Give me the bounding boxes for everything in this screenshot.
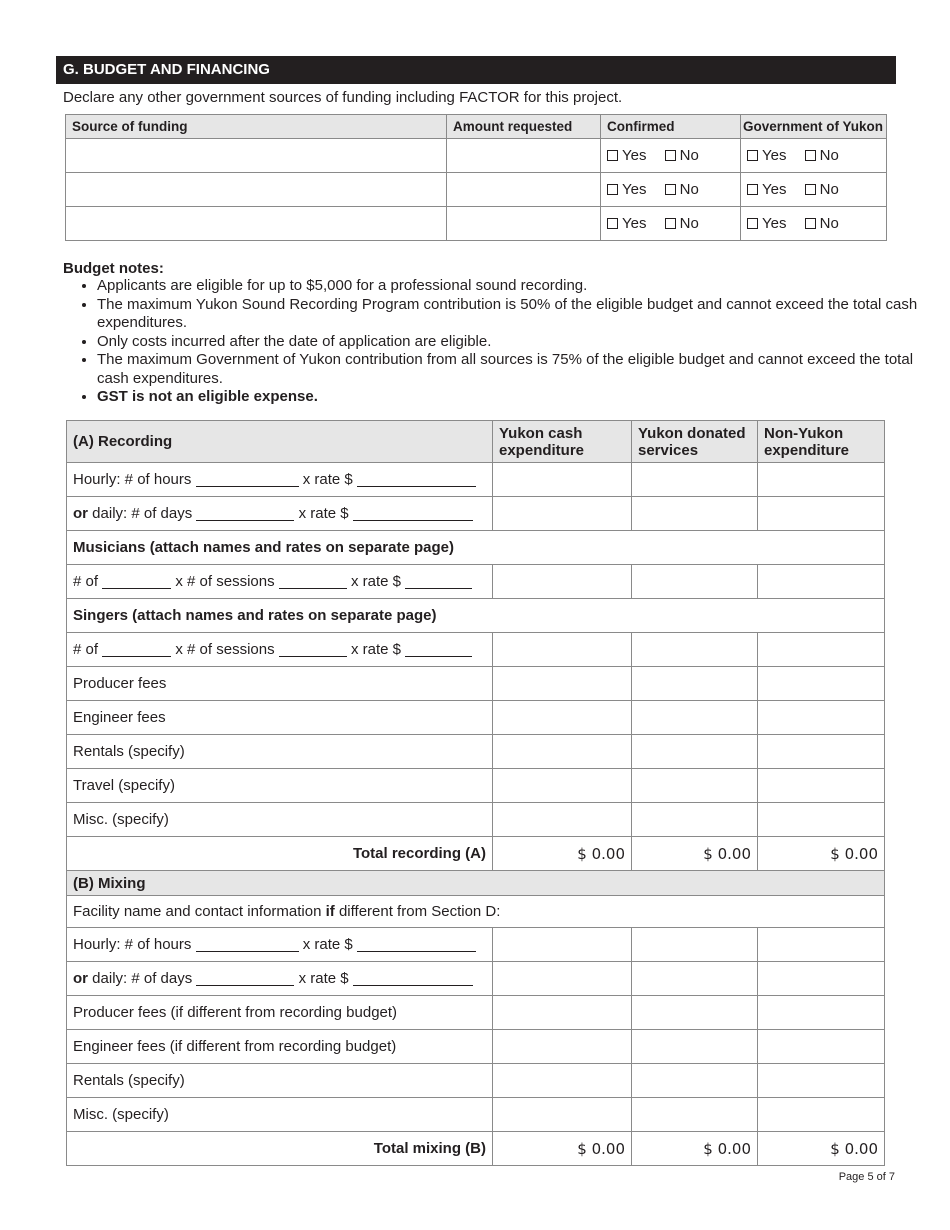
amount-cell[interactable] <box>632 1098 758 1132</box>
amount-cell[interactable] <box>632 667 758 701</box>
row-label: Engineer fees (if different from recording budget) <box>67 1030 493 1064</box>
amount-cell[interactable] <box>758 565 885 599</box>
amount-cell[interactable] <box>632 701 758 735</box>
checkbox-icon[interactable] <box>805 184 816 195</box>
funding-row <box>66 173 887 207</box>
amount-cell[interactable] <box>758 463 885 497</box>
yukon-options <box>741 173 887 207</box>
yukon-options <box>741 139 887 173</box>
amount-cell[interactable] <box>493 962 632 996</box>
yukon-options <box>741 207 887 241</box>
total-value: $ 0.00 <box>758 1132 885 1166</box>
amount-cell[interactable] <box>758 1098 885 1132</box>
table-row <box>67 803 885 837</box>
checkbox-icon[interactable] <box>747 184 758 195</box>
amount-cell[interactable] <box>493 803 632 837</box>
amount-cell[interactable] <box>493 928 632 962</box>
amount-cell[interactable] <box>758 962 885 996</box>
total-value: $ 0.00 <box>493 837 632 871</box>
confirmed-no-option[interactable]: No <box>665 147 699 164</box>
budget-notes-list <box>63 277 927 407</box>
amount-cell[interactable] <box>493 735 632 769</box>
col-amount-requested: Amount requested <box>447 115 601 139</box>
amount-cell[interactable] <box>758 769 885 803</box>
musicians-sessions-label: # of x # of sessions x rate $ <box>67 565 493 599</box>
checkbox-icon[interactable] <box>747 218 758 229</box>
amount-cell[interactable] <box>493 1030 632 1064</box>
amount-cell[interactable] <box>632 962 758 996</box>
table-row <box>67 701 885 735</box>
amount-cell[interactable] <box>632 565 758 599</box>
yukon-no-option[interactable]: No <box>805 147 839 164</box>
amount-cell[interactable] <box>758 1030 885 1064</box>
section-title: G. BUDGET AND FINANCING <box>56 56 896 84</box>
amount-cell[interactable] <box>758 735 885 769</box>
budget-table <box>66 420 885 1166</box>
rate-field[interactable] <box>357 472 476 487</box>
amount-cell[interactable] <box>632 497 758 531</box>
mixing-section-title: (B) Mixing <box>67 871 885 896</box>
amount-cell[interactable] <box>493 633 632 667</box>
recording-daily-label: or daily: # of days x rate $ <box>67 497 493 531</box>
amount-cell[interactable] <box>493 463 632 497</box>
rate-field[interactable] <box>353 506 473 521</box>
singers-heading: Singers (attach names and rates on separate page) <box>67 599 885 633</box>
table-row <box>67 928 885 962</box>
checkbox-icon[interactable] <box>665 184 676 195</box>
funding-row <box>66 207 887 241</box>
total-value: $ 0.00 <box>493 1132 632 1166</box>
total-mixing-label: Total mixing (B) <box>67 1132 493 1166</box>
table-row <box>67 497 885 531</box>
recording-hourly-label: Hourly: # of hours x rate $ <box>67 463 493 497</box>
table-row <box>67 463 885 497</box>
row-label: Misc. (specify) <box>67 803 493 837</box>
total-recording-label: Total recording (A) <box>67 837 493 871</box>
checkbox-icon[interactable] <box>665 218 676 229</box>
row-label: Travel (specify) <box>67 769 493 803</box>
amount-cell[interactable] <box>632 633 758 667</box>
source-of-funding-field[interactable] <box>66 207 447 241</box>
amount-cell[interactable] <box>493 769 632 803</box>
confirmed-yes-option[interactable]: Yes <box>607 147 646 164</box>
row-label: Producer fees <box>67 667 493 701</box>
table-row <box>67 769 885 803</box>
confirmed-options <box>601 207 741 241</box>
row-label: Rentals (specify) <box>67 735 493 769</box>
amount-cell[interactable] <box>632 1064 758 1098</box>
yukon-yes-option[interactable]: Yes <box>747 181 786 198</box>
amount-cell[interactable] <box>758 1064 885 1098</box>
checkbox-icon[interactable] <box>665 150 676 161</box>
page-number: Page 5 of 7 <box>838 1171 895 1183</box>
confirmed-options <box>601 173 741 207</box>
funding-row <box>66 139 887 173</box>
confirmed-no-option[interactable]: No <box>665 181 699 198</box>
total-row <box>67 837 885 871</box>
amount-requested-field[interactable] <box>447 139 601 173</box>
table-row <box>67 667 885 701</box>
yukon-yes-option[interactable]: Yes <box>747 147 786 164</box>
col-non-yukon: Non-Yukon expenditure <box>758 421 885 463</box>
funding-table <box>65 114 887 241</box>
table-row <box>67 996 885 1030</box>
budget-note: • The maximum Government of Yukon contribution from all sources is 75% of the eligible budget and cannot exceed the total cash expenditures. <box>97 351 927 388</box>
amount-cell[interactable] <box>493 1064 632 1098</box>
amount-cell[interactable] <box>632 803 758 837</box>
amount-cell[interactable] <box>632 463 758 497</box>
yukon-no-option[interactable]: No <box>805 181 839 198</box>
rate-field[interactable] <box>405 574 472 589</box>
total-value: $ 0.00 <box>632 1132 758 1166</box>
count-field[interactable] <box>102 574 171 589</box>
sessions-field[interactable] <box>279 642 347 657</box>
amount-cell[interactable] <box>493 667 632 701</box>
table-row <box>67 735 885 769</box>
amount-cell[interactable] <box>758 803 885 837</box>
budget-note: • Only costs incurred after the date of application are eligible. <box>97 333 927 352</box>
amount-cell[interactable] <box>632 769 758 803</box>
mixing-daily-label: or daily: # of days x rate $ <box>67 962 493 996</box>
table-row <box>67 1064 885 1098</box>
source-of-funding-field[interactable] <box>66 139 447 173</box>
row-label: Producer fees (if different from recording budget) <box>67 996 493 1030</box>
amount-cell[interactable] <box>632 928 758 962</box>
hours-field[interactable] <box>196 472 299 487</box>
funding-intro: Declare any other government sources of funding including FACTOR for this project. <box>63 89 623 106</box>
amount-requested-field[interactable] <box>447 173 601 207</box>
amount-cell[interactable] <box>758 633 885 667</box>
singers-sessions-label: # of x # of sessions x rate $ <box>67 633 493 667</box>
yukon-no-option[interactable]: No <box>805 215 839 232</box>
budget-note: • Applicants are eligible for up to $5,000 for a professional sound recording. <box>97 277 927 296</box>
amount-cell[interactable] <box>758 928 885 962</box>
budget-notes-heading: Budget notes: <box>63 260 164 277</box>
amount-cell[interactable] <box>758 701 885 735</box>
checkbox-icon[interactable] <box>607 218 618 229</box>
col-confirmed: Confirmed <box>601 115 741 139</box>
checkbox-icon[interactable] <box>747 150 758 161</box>
amount-cell[interactable] <box>493 497 632 531</box>
amount-cell[interactable] <box>632 735 758 769</box>
hours-field[interactable] <box>196 937 299 952</box>
table-row <box>67 565 885 599</box>
checkbox-icon[interactable] <box>607 184 618 195</box>
sessions-field[interactable] <box>279 574 347 589</box>
amount-cell[interactable] <box>758 667 885 701</box>
total-row <box>67 1132 885 1166</box>
checkbox-icon[interactable] <box>607 150 618 161</box>
count-field[interactable] <box>102 642 171 657</box>
amount-requested-field[interactable] <box>447 207 601 241</box>
yukon-yes-option[interactable]: Yes <box>747 215 786 232</box>
row-label: Rentals (specify) <box>67 1064 493 1098</box>
col-government-of-yukon: Government of Yukon <box>741 115 887 139</box>
total-value: $ 0.00 <box>632 837 758 871</box>
rate-field[interactable] <box>357 937 476 952</box>
row-label: Misc. (specify) <box>67 1098 493 1132</box>
amount-cell[interactable] <box>632 996 758 1030</box>
table-row <box>67 599 885 633</box>
amount-cell[interactable] <box>493 996 632 1030</box>
col-yukon-cash: Yukon cash expenditure <box>493 421 632 463</box>
facility-info-field[interactable]: Facility name and contact information if different from Section D: <box>67 896 885 928</box>
confirmed-no-option[interactable]: No <box>665 215 699 232</box>
col-source-of-funding: Source of funding <box>66 115 447 139</box>
budget-note: • The maximum Yukon Sound Recording Program contribution is 50% of the eligible budget and cannot exceed the total cash expenditures. <box>97 296 927 333</box>
recording-section-title: (A) Recording <box>67 421 493 463</box>
table-row <box>67 962 885 996</box>
days-field[interactable] <box>196 971 294 986</box>
rate-field[interactable] <box>405 642 472 657</box>
table-row <box>67 531 885 565</box>
table-row <box>67 1098 885 1132</box>
mixing-hourly-label: Hourly: # of hours x rate $ <box>67 928 493 962</box>
confirmed-options <box>601 139 741 173</box>
checkbox-icon[interactable] <box>805 150 816 161</box>
budget-note: • GST is not an eligible expense. <box>97 388 927 407</box>
confirmed-yes-option[interactable]: Yes <box>607 215 646 232</box>
confirmed-yes-option[interactable]: Yes <box>607 181 646 198</box>
row-label: Engineer fees <box>67 701 493 735</box>
table-row <box>67 633 885 667</box>
col-yukon-donated: Yukon donated services <box>632 421 758 463</box>
days-field[interactable] <box>196 506 294 521</box>
rate-field[interactable] <box>353 971 473 986</box>
checkbox-icon[interactable] <box>805 218 816 229</box>
source-of-funding-field[interactable] <box>66 173 447 207</box>
musicians-heading: Musicians (attach names and rates on separate page) <box>67 531 885 565</box>
amount-cell[interactable] <box>632 1030 758 1064</box>
amount-cell[interactable] <box>493 1098 632 1132</box>
total-value: $ 0.00 <box>758 837 885 871</box>
table-row <box>67 1030 885 1064</box>
amount-cell[interactable] <box>758 497 885 531</box>
amount-cell[interactable] <box>493 701 632 735</box>
amount-cell[interactable] <box>493 565 632 599</box>
amount-cell[interactable] <box>758 996 885 1030</box>
table-row <box>67 896 885 928</box>
